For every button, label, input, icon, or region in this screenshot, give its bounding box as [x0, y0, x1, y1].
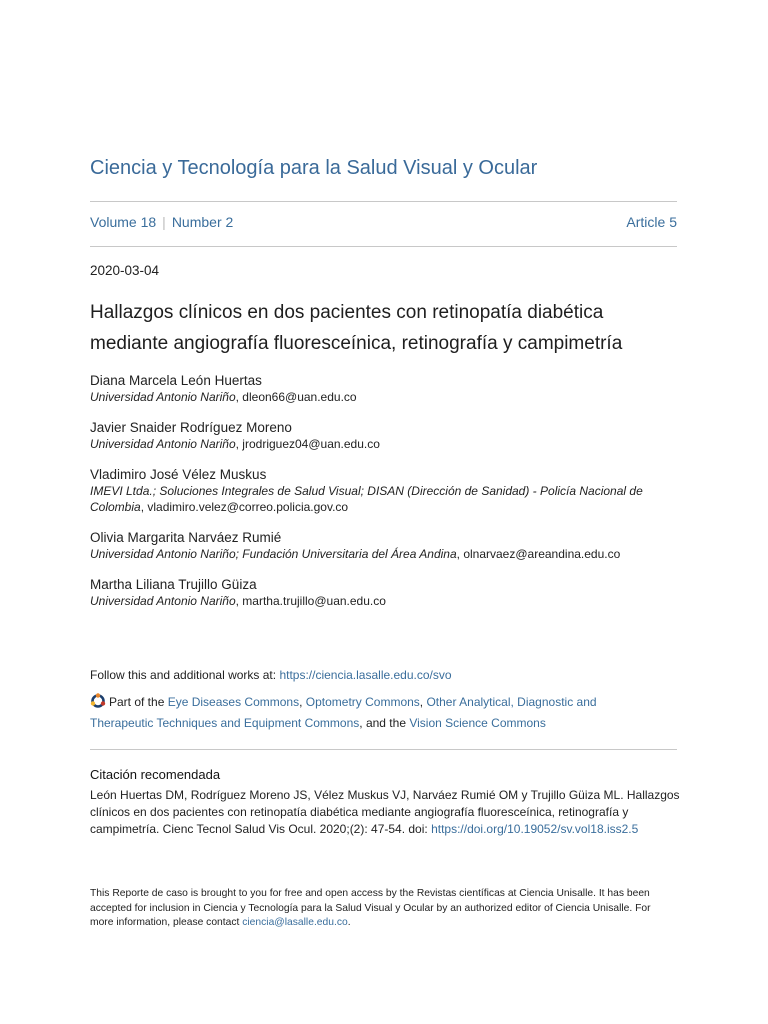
author-institution: IMEVI Ltda.; Soluciones Integrales de Salud Visual; DISAN (Dirección de Sanidad) - Policía Nacional de Colombia — [90, 484, 643, 514]
issue-separator: | — [162, 214, 166, 230]
author-entry — [90, 466, 680, 515]
author-email: , martha.trujillo@uan.edu.co — [235, 594, 386, 608]
author-email: , jrodriguez04@uan.edu.co — [235, 437, 380, 451]
part-of-sep: , — [419, 695, 427, 709]
author-affiliation — [90, 546, 680, 562]
journal-title[interactable]: Ciencia y Tecnología para la Salud Visual y Ocular — [90, 157, 538, 179]
author-entry — [90, 419, 680, 452]
author-institution: Universidad Antonio Nariño — [90, 437, 236, 451]
issue-row — [90, 214, 677, 230]
author-affiliation — [90, 483, 680, 515]
author-email: , dleon66@uan.edu.co — [235, 390, 357, 404]
author-name: Javier Snaider Rodríguez Moreno — [90, 420, 292, 435]
access-notice — [90, 887, 665, 931]
author-affiliation — [90, 389, 680, 405]
follow-text: Follow this and additional works at: — [90, 668, 280, 682]
author-list — [90, 372, 680, 623]
article-title-line-2: mediante angiografía fluoresceínica, retinografía y campimetría — [90, 333, 623, 354]
author-name: Vladimiro José Vélez Muskus — [90, 467, 267, 482]
article-number-link[interactable]: Article 5 — [626, 214, 677, 230]
part-of-sep: , and the — [359, 716, 410, 730]
issue-divider — [90, 246, 677, 247]
publication-date: 2020-03-04 — [90, 263, 160, 278]
vision-science-commons-link[interactable]: Vision Science Commons — [409, 716, 546, 730]
number-link[interactable]: Number 2 — [171, 214, 234, 230]
part-of-sep: , — [299, 695, 306, 709]
follow-line — [90, 668, 452, 682]
part-of-commons — [90, 692, 650, 734]
repository-link[interactable]: https://ciencia.lasalle.edu.co/svo — [279, 668, 452, 682]
author-affiliation — [90, 593, 680, 609]
author-institution: Universidad Antonio Nariño; Fundación Universitaria del Área Andina — [90, 547, 457, 561]
author-name: Olivia Margarita Narváez Rumié — [90, 530, 282, 545]
contact-email-link[interactable]: ciencia@lasalle.edu.co — [242, 917, 348, 928]
citation-divider — [90, 749, 677, 750]
author-entry — [90, 372, 680, 405]
article-title-line-1: Hallazgos clínicos en dos pacientes con retinopatía diabética — [90, 302, 604, 323]
analytical-diagnostic-commons-link[interactable]: Other Analytical, Diagnostic and Therapeutic Techniques and Equipment Commons — [90, 695, 597, 730]
author-entry — [90, 576, 680, 609]
volume-link[interactable]: Volume 18 — [90, 214, 157, 230]
author-institution: Universidad Antonio Nariño — [90, 594, 236, 608]
doi-link[interactable]: https://doi.org/10.19052/sv.vol18.iss2.5 — [431, 822, 639, 836]
citation-text — [90, 787, 680, 838]
author-name: Diana Marcela León Huertas — [90, 373, 262, 388]
author-entry — [90, 529, 680, 562]
eye-diseases-commons-link[interactable]: Eye Diseases Commons — [167, 695, 300, 709]
article-title — [90, 297, 680, 359]
author-email: , vladimiro.velez@correo.policia.gov.co — [140, 500, 349, 514]
notice-end: . — [347, 917, 351, 928]
citation-body: León Huertas DM, Rodríguez Moreno JS, Vélez Muskus VJ, Narváez Rumié OM y Trujillo Güiza ML. Hallazgos clínicos en dos pacientes con retinopatía diabética mediante angiografía fluoresceínica, retinografía y campimetría. Cienc Tecnol Salud Vis Ocul. 2020;(2): 47-54. doi: — [90, 788, 680, 836]
part-of-prefix: Part of the — [109, 695, 168, 709]
optometry-commons-link[interactable]: Optometry Commons — [305, 695, 420, 709]
author-affiliation — [90, 436, 680, 452]
network-commons-icon — [90, 693, 106, 709]
header-divider — [90, 201, 677, 202]
citation-heading: Citación recomendada — [90, 767, 221, 782]
author-email: , olnarvaez@areandina.edu.co — [456, 547, 621, 561]
author-institution: Universidad Antonio Nariño — [90, 390, 236, 404]
notice-text: This Reporte de caso is brought to you for free and open access by the Revistas científicas at Ciencia Unisalle. It has been accepted for inclusion in Ciencia y Tecnología para la Salud Visual y Ocular by an authorized editor of Ciencia Unisalle. For more information, please contact — [90, 888, 651, 928]
author-name: Martha Liliana Trujillo Güiza — [90, 577, 257, 592]
